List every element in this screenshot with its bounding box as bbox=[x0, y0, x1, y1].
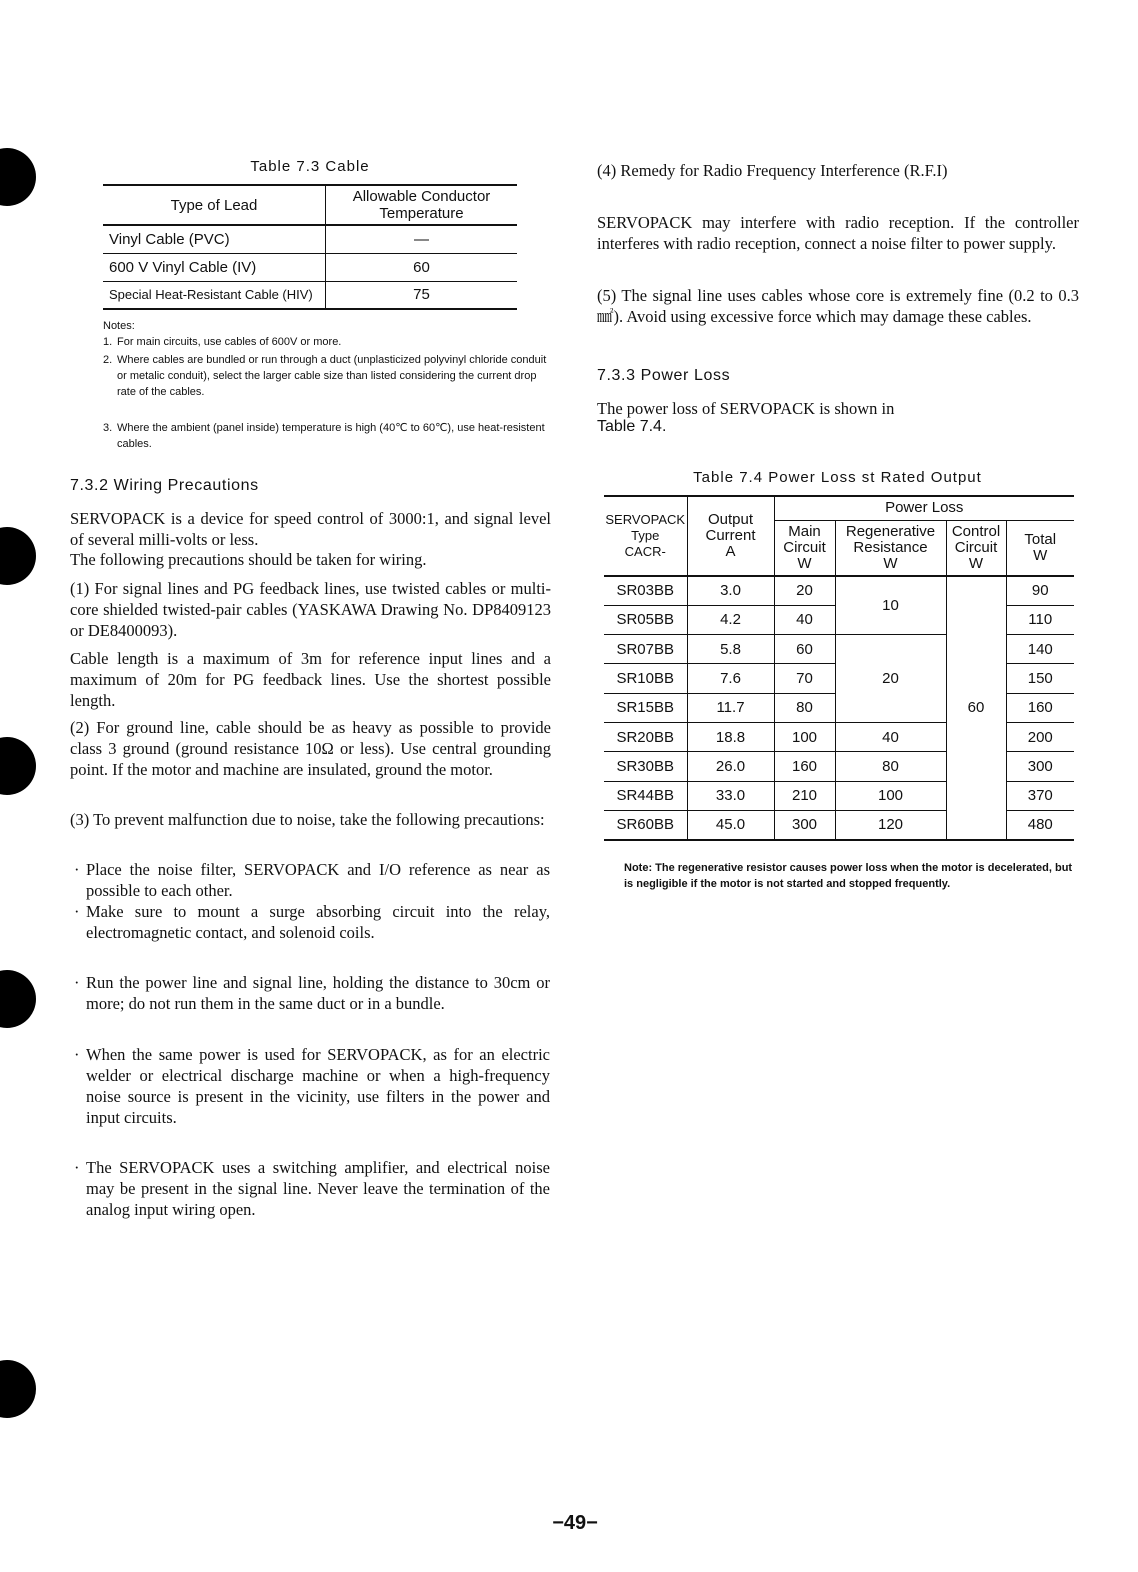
servopack-type: SR30BB bbox=[604, 752, 687, 781]
header-line: W bbox=[1033, 546, 1048, 564]
paragraph-2: (2) For ground line, cable should be as heavy as possible to provide class 3 ground (ground resistance 10Ω or less). Use central grounding point. If the motor and machine are insulated, ground the motor. bbox=[70, 718, 551, 779]
power-loss-table bbox=[604, 495, 1074, 841]
main-circuit-loss: 60 bbox=[774, 635, 835, 664]
cable-temperature: — bbox=[326, 225, 518, 253]
servopack-type: SR15BB bbox=[604, 693, 687, 722]
binder-hole bbox=[0, 1360, 36, 1418]
main-circuit-loss: 300 bbox=[774, 810, 835, 839]
bullet-text: When the same power is used for SERVOPACK, as for an electric welder or electrical discharge machine or when a high-frequency noise source is present in the vicinity, use filters in the power and input circuits. bbox=[86, 1045, 550, 1127]
main-circuit-loss: 20 bbox=[774, 576, 835, 605]
column-header-main-circuit bbox=[774, 520, 835, 576]
table-7-3-notes bbox=[103, 318, 555, 458]
note-text: For main circuits, use cables of 600V or more. bbox=[117, 336, 342, 348]
cable-temperature: 60 bbox=[326, 253, 518, 281]
main-circuit-loss: 40 bbox=[774, 605, 835, 634]
paragraph-4-title: (4) Remedy for Radio Frequency Interference (R.F.I) bbox=[597, 161, 948, 180]
header-line: Circuit bbox=[783, 538, 826, 556]
binder-hole bbox=[0, 970, 36, 1028]
note-text: Where the ambient (panel inside) temperature is high (40℃ to 60℃), use heat-resistent cables. bbox=[117, 422, 545, 450]
paragraph-1b: Cable length is a maximum of 3m for reference input lines and a maximum of 20m for PG feedback lines. Use the shortest possible length. bbox=[70, 649, 551, 710]
output-current: 4.2 bbox=[687, 605, 774, 634]
output-current: 33.0 bbox=[687, 781, 774, 810]
total-loss: 140 bbox=[1006, 635, 1074, 664]
regenerative-loss: 20 bbox=[835, 635, 946, 723]
output-current: 45.0 bbox=[687, 810, 774, 839]
main-circuit-loss: 100 bbox=[774, 722, 835, 751]
section-7-3-2-intro: SERVOPACK is a device for speed control of 3000:1, and signal level of several milli-volts or less. bbox=[70, 509, 551, 549]
header-line: Resistance bbox=[853, 538, 928, 556]
bullet-item bbox=[74, 1157, 550, 1220]
paragraph-3: (3) To prevent malfunction due to noise, take the following precautions: bbox=[70, 810, 545, 829]
header-line: CACR- bbox=[624, 544, 666, 559]
servopack-type: SR10BB bbox=[604, 664, 687, 693]
bullet-item bbox=[74, 1044, 550, 1128]
note-number: 3. bbox=[103, 422, 113, 434]
header-line: W bbox=[968, 554, 984, 572]
bullet-dot: · bbox=[74, 1045, 80, 1064]
bullet-item bbox=[74, 901, 550, 943]
header-line: SERVOPACK bbox=[605, 512, 686, 527]
bullet-dot: · bbox=[74, 1158, 80, 1177]
total-loss: 160 bbox=[1006, 693, 1074, 722]
table-row bbox=[103, 253, 517, 281]
section-7-3-3-text: The power loss of SERVOPACK is shown in bbox=[597, 399, 895, 418]
servopack-type: SR20BB bbox=[604, 722, 687, 751]
page-number: −49− bbox=[552, 1512, 598, 1534]
table-row bbox=[103, 225, 517, 253]
output-current: 3.0 bbox=[687, 576, 774, 605]
bullet-item bbox=[74, 972, 550, 1014]
table-row bbox=[604, 576, 1074, 605]
header-line: Total bbox=[1024, 530, 1057, 548]
header-line: Control bbox=[951, 522, 1001, 540]
column-header-regenerative-resistance bbox=[835, 520, 946, 576]
table-7-4-caption: Table 7.4 Power Loss st Rated Output bbox=[693, 469, 982, 486]
binder-hole bbox=[0, 148, 36, 206]
servopack-type: SR03BB bbox=[604, 576, 687, 605]
total-loss: 200 bbox=[1006, 722, 1074, 751]
header-line: W bbox=[883, 554, 898, 572]
regenerative-loss: 120 bbox=[835, 810, 946, 839]
regenerative-loss: 100 bbox=[835, 781, 946, 810]
bullet-text: Place the noise filter, SERVOPACK and I/O reference as near as possible to each other. bbox=[86, 860, 550, 900]
paragraph-1: (1) For signal lines and PG feedback lines, use twisted cables or multi-core shielded twisted-pair cables (YASKAWA Drawing No. DP8409123 or DE8400093). bbox=[70, 579, 551, 640]
servopack-type: SR07BB bbox=[604, 635, 687, 664]
header-line: Type bbox=[631, 528, 660, 543]
main-circuit-loss: 160 bbox=[774, 752, 835, 781]
bullet-item bbox=[74, 859, 550, 901]
total-loss: 150 bbox=[1006, 664, 1074, 693]
regenerative-loss: 80 bbox=[835, 752, 946, 781]
servopack-type: SR60BB bbox=[604, 810, 687, 839]
section-7-3-3-heading: 7.3.3 Power Loss bbox=[597, 367, 731, 384]
main-circuit-loss: 210 bbox=[774, 781, 835, 810]
output-current: 26.0 bbox=[687, 752, 774, 781]
header-line: Current bbox=[705, 527, 756, 544]
total-loss: 370 bbox=[1006, 781, 1074, 810]
servopack-type: SR44BB bbox=[604, 781, 687, 810]
section-7-3-3-table-ref: Table 7.4. bbox=[597, 418, 667, 435]
column-header-output-current bbox=[687, 496, 774, 576]
binder-hole bbox=[0, 527, 36, 585]
column-header-type: Type of Lead bbox=[103, 185, 326, 225]
section-7-3-2-intro-2: The following precautions should be taken for wiring. bbox=[70, 550, 427, 569]
total-loss: 90 bbox=[1006, 576, 1074, 605]
table-row bbox=[103, 281, 517, 309]
header-line: Regenerative bbox=[845, 522, 936, 540]
cable-type: Special Heat-Resistant Cable (HIV) bbox=[103, 281, 326, 309]
column-header-total bbox=[1006, 520, 1074, 576]
column-header-control-circuit bbox=[946, 520, 1006, 576]
cable-type: 600 V Vinyl Cable (IV) bbox=[103, 253, 326, 281]
output-current: 7.6 bbox=[687, 664, 774, 693]
total-loss: 300 bbox=[1006, 752, 1074, 781]
bullet-dot: · bbox=[74, 973, 80, 992]
header-line: W bbox=[797, 554, 812, 572]
bullet-dot: · bbox=[74, 902, 80, 921]
bullet-text: The SERVOPACK uses a switching amplifier, and electrical noise may be present in the signal line. Never leave the termination of the analog input wiring open. bbox=[86, 1158, 550, 1219]
table-7-4-note: Note: The regenerative resistor causes power loss when the motor is decelerated, but is negligible if the motor is not started and stopped frequently. bbox=[624, 862, 1073, 890]
main-circuit-loss: 80 bbox=[774, 693, 835, 722]
binder-hole bbox=[0, 737, 36, 795]
note-number: 2. bbox=[103, 354, 113, 366]
regenerative-loss: 10 bbox=[835, 576, 946, 635]
header-line: Main bbox=[788, 522, 821, 540]
column-group-power-loss: Power Loss bbox=[774, 496, 1074, 520]
output-current: 11.7 bbox=[687, 693, 774, 722]
bullet-dot: · bbox=[74, 860, 80, 879]
section-7-3-2-heading: 7.3.2 Wiring Precautions bbox=[70, 477, 259, 494]
header-line: Circuit bbox=[954, 538, 998, 556]
control-circuit-loss: 60 bbox=[946, 576, 1006, 840]
paragraph-5: (5) The signal line uses cables whose core is extremely fine (0.2 to 0.3㎟). Avoid using excessive force which may damage these cables. bbox=[597, 286, 1079, 326]
output-current: 5.8 bbox=[687, 635, 774, 664]
cable-temperature: 75 bbox=[326, 281, 518, 309]
cable-type: Vinyl Cable (PVC) bbox=[103, 225, 326, 253]
main-circuit-loss: 70 bbox=[774, 664, 835, 693]
servopack-type: SR05BB bbox=[604, 605, 687, 634]
note-number: 1. bbox=[103, 336, 113, 348]
header-line: A bbox=[725, 543, 736, 560]
output-current: 18.8 bbox=[687, 722, 774, 751]
total-loss: 480 bbox=[1006, 810, 1074, 839]
bullet-text: Run the power line and signal line, holding the distance to 30cm or more; do not run them in the same duct or in a bundle. bbox=[86, 973, 550, 1013]
column-header-temperature: Allowable Conductor Temperature bbox=[326, 185, 518, 225]
bullet-text: Make sure to mount a surge absorbing circuit into the relay, electromagnetic contact, and solenoid coils. bbox=[86, 902, 550, 942]
header-line: Output bbox=[707, 511, 754, 528]
regenerative-loss: 40 bbox=[835, 722, 946, 751]
cable-table bbox=[103, 184, 517, 310]
note-text: Where cables are bundled or run through a duct (unplasticized polyvinyl chloride conduit or metalic conduit), select the larger cable size than listed considering the current drop rate of the cables. bbox=[117, 354, 547, 398]
paragraph-4-body: SERVOPACK may interfere with radio reception. If the controller interferes with radio reception, connect a noise filter to power supply. bbox=[597, 213, 1079, 253]
table-7-3-caption: Table 7.3 Cable bbox=[250, 158, 370, 175]
notes-title: Notes: bbox=[103, 320, 135, 332]
total-loss: 110 bbox=[1006, 605, 1074, 634]
column-header-servopack-type bbox=[604, 496, 687, 576]
